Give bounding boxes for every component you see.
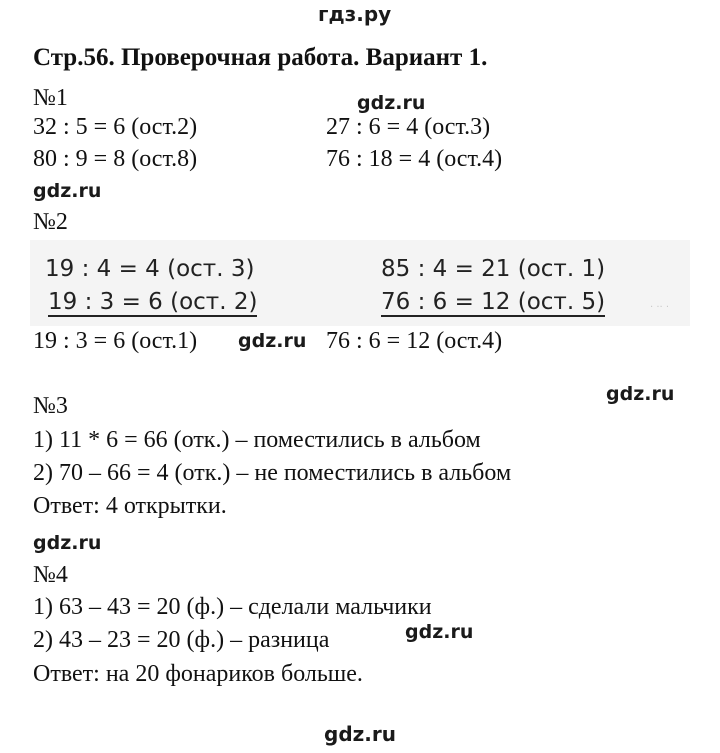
task4-line: 2) 43 – 23 = 20 (ф.) – разница: [33, 627, 330, 653]
task3-line: 1) 11 * 6 = 66 (отк.) – поместились в альбом: [33, 427, 481, 453]
watermark: gdz.ru: [357, 92, 426, 114]
task1-line: 27 : 6 = 4 (ост.3): [326, 114, 491, 140]
task1-line: 76 : 18 = 4 (ост.4): [326, 146, 503, 172]
task1-line: 80 : 9 = 8 (ост.8): [33, 146, 198, 172]
task2-label: №2: [33, 209, 68, 235]
watermark-bottom: gdz.ru: [324, 722, 396, 746]
watermark: gdz.ru: [33, 180, 102, 202]
watermark: gdz.ru: [238, 330, 307, 352]
task4-line: 1) 63 – 43 = 20 (ф.) – сделали мальчики: [33, 594, 432, 620]
scan-noise: · ·· ·: [650, 302, 670, 313]
page-title: Стр.56. Проверочная работа. Вариант 1.: [33, 44, 488, 71]
scan-line-underlined: 19 : 3 = 6 (ост. 2): [48, 289, 258, 315]
task3-line: 2) 70 – 66 = 4 (отк.) – не поместились в альбом: [33, 460, 512, 486]
scan-line: 19 : 4 = 4 (ост. 3): [45, 256, 255, 282]
watermark-top: гдз.ру: [318, 2, 392, 26]
task1-label: №1: [33, 85, 68, 111]
task2-correction: 76 : 6 = 12 (ост.4): [326, 328, 503, 354]
watermark: gdz.ru: [405, 621, 474, 643]
watermark: gdz.ru: [606, 383, 675, 405]
task3-label: №3: [33, 393, 68, 419]
task1-line: 32 : 5 = 6 (ост.2): [33, 114, 198, 140]
task4-label: №4: [33, 562, 68, 588]
scanned-fragment: [30, 240, 690, 326]
scan-line-underlined: 76 : 6 = 12 (ост. 5): [381, 289, 606, 315]
scan-line: 85 : 4 = 21 (ост. 1): [381, 256, 606, 282]
watermark: gdz.ru: [33, 532, 102, 554]
task3-answer: Ответ: 4 открытки.: [33, 493, 227, 519]
task4-answer: Ответ: на 20 фонариков больше.: [33, 661, 363, 687]
task2-correction: 19 : 3 = 6 (ост.1): [33, 328, 198, 354]
